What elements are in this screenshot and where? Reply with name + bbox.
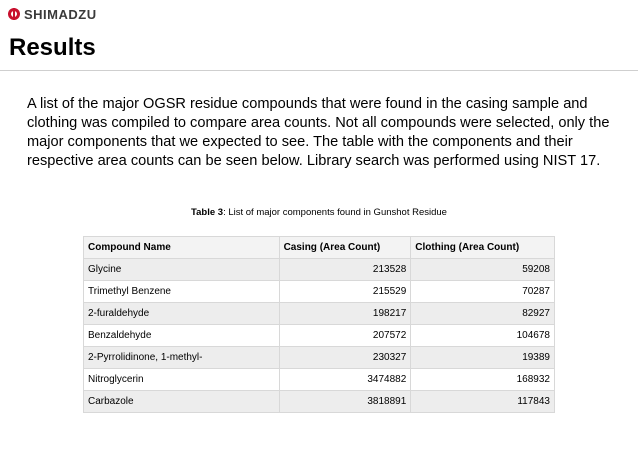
table-row (84, 325, 555, 347)
table-row (84, 281, 555, 303)
components-table (83, 236, 555, 413)
casing-count-cell: 3818891 (279, 391, 411, 413)
shimadzu-logo-icon (8, 8, 20, 20)
casing-count-cell: 213528 (279, 259, 411, 281)
table-row (84, 259, 555, 281)
casing-count-cell: 215529 (279, 281, 411, 303)
compound-name-cell: Carbazole (84, 391, 280, 413)
compound-name-cell: Trimethyl Benzene (84, 281, 280, 303)
table-row (84, 391, 555, 413)
clothing-count-cell: 104678 (411, 325, 555, 347)
title-divider (0, 70, 638, 71)
clothing-count-cell: 168932 (411, 369, 555, 391)
clothing-count-cell: 19389 (411, 347, 555, 369)
brand-logo (8, 6, 97, 22)
casing-count-cell: 198217 (279, 303, 411, 325)
table-caption (0, 207, 638, 218)
compound-name-cell: Nitroglycerin (84, 369, 280, 391)
table-caption-label: Table 3 (191, 207, 224, 218)
table-header-row (84, 237, 555, 259)
table-row (84, 303, 555, 325)
clothing-count-cell: 82927 (411, 303, 555, 325)
header-compound-name: Compound Name (84, 237, 280, 259)
compound-name-cell: 2-furaldehyde (84, 303, 280, 325)
casing-count-cell: 207572 (279, 325, 411, 347)
compound-name-cell: 2-Pyrrolidinone, 1-methyl- (84, 347, 280, 369)
compound-name-cell: Glycine (84, 259, 280, 281)
table-row (84, 347, 555, 369)
header-clothing-area-count: Clothing (Area Count) (411, 237, 555, 259)
results-paragraph: A list of the major OGSR residue compounds that were found in the casing sample and clothing was compiled to compare area counts. Not all compounds were selected, only the major components that we expected to see. The table with the components and their respective area counts can be seen below. Library search was performed using NIST 17. (27, 96, 610, 169)
compound-name-cell: Benzaldehyde (84, 325, 280, 347)
clothing-count-cell: 59208 (411, 259, 555, 281)
header-casing-area-count: Casing (Area Count) (279, 237, 411, 259)
brand-logo-text: SHIMADZU (24, 6, 97, 22)
casing-count-cell: 230327 (279, 347, 411, 369)
table-caption-text: : List of major components found in Gunshot Residue (223, 207, 447, 218)
page-title: Results (9, 34, 96, 61)
clothing-count-cell: 117843 (411, 391, 555, 413)
table-row (84, 369, 555, 391)
clothing-count-cell: 70287 (411, 281, 555, 303)
casing-count-cell: 3474882 (279, 369, 411, 391)
